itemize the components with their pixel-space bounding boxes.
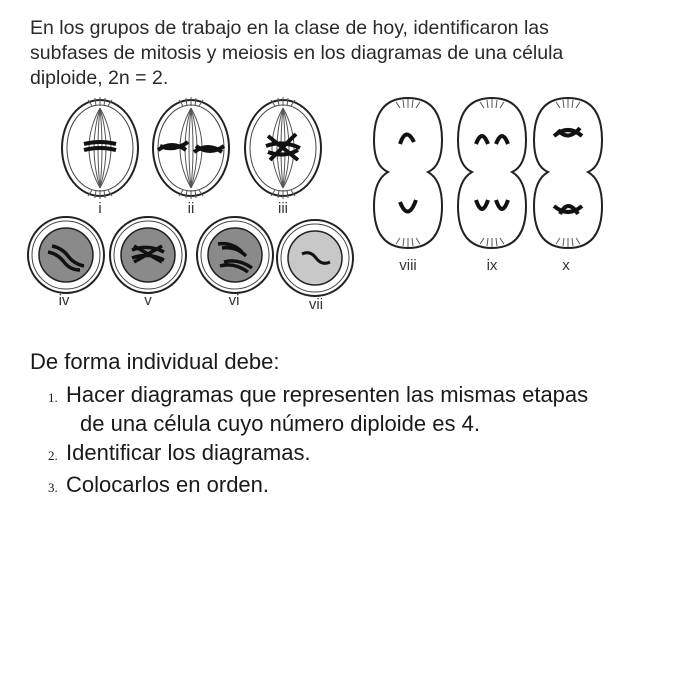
label-i: i — [98, 200, 102, 217]
task-item — [48, 380, 588, 438]
label-v: v — [144, 292, 152, 309]
task-heading: De forma individual debe: — [30, 349, 280, 374]
cell-iv — [28, 217, 104, 293]
intro-line: subfases de mitosis y meiosis en los diagramas de una célula — [30, 42, 564, 64]
label-ix: ix — [486, 257, 498, 274]
label-x: x — [562, 257, 570, 274]
cell-x — [534, 98, 602, 248]
cell-i — [62, 97, 138, 199]
label-vi: vi — [228, 292, 240, 309]
task-list — [48, 380, 588, 502]
task-item — [48, 438, 588, 470]
task-number: 2. — [48, 448, 58, 463]
cell-iii — [245, 97, 321, 199]
label-iv: iv — [58, 292, 70, 309]
cell-division-diagrams — [0, 0, 700, 340]
cell-vii — [277, 220, 353, 296]
cell-ix — [458, 98, 526, 248]
task-number: 1. — [48, 390, 58, 405]
intro-line: En los grupos de trabajo en la clase de hoy, identificaron las — [30, 17, 549, 39]
label-iii: iii — [278, 200, 288, 217]
intro-line: diploide, 2n = 2. — [30, 67, 169, 89]
cell-ii — [153, 97, 229, 199]
label-ii: ii — [187, 200, 195, 217]
label-viii: viii — [399, 257, 417, 274]
task-text-line: Hacer diagramas que representen las mismas etapas — [66, 382, 589, 407]
task-text-line: Colocarlos en orden. — [66, 472, 270, 497]
task-item — [48, 470, 588, 502]
cell-vi — [197, 217, 273, 293]
task-text — [66, 380, 588, 438]
label-vii: vii — [308, 296, 324, 313]
cell-v — [110, 217, 186, 293]
task-text-line: Identificar los diagramas. — [66, 440, 311, 465]
cell-viii — [374, 98, 442, 248]
task-number: 3. — [48, 480, 58, 495]
task-text-line: de una célula cuyo número diploide es 4. — [80, 411, 480, 436]
